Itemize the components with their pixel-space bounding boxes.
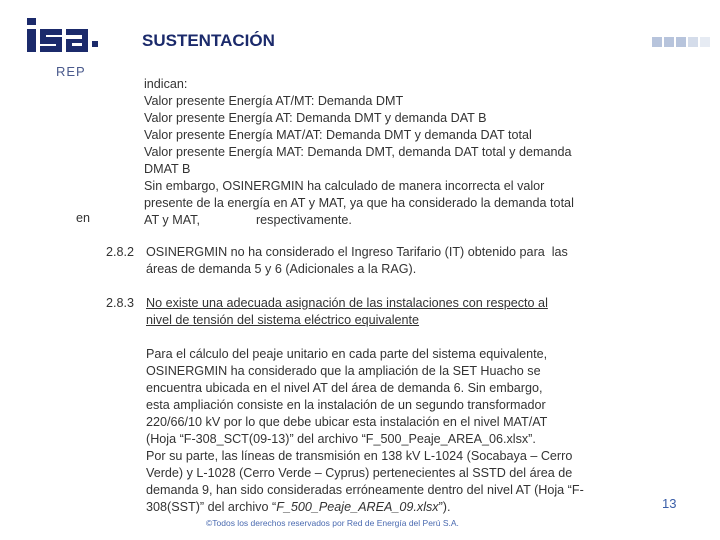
text-line: esta ampliación consiste en la instalación de un segundo transformador: [146, 398, 546, 412]
square-2: [664, 37, 674, 47]
intro-block: [144, 76, 574, 229]
page-title: SUSTENTACIÓN: [142, 31, 275, 50]
text-line: Valor presente Energía MAT: Demanda DMT, demanda DAT total y demanda: [144, 145, 572, 159]
item-number-282: 2.8.2: [106, 245, 135, 259]
file-name: F_500_Peaje_AREA_09.xlsx: [276, 500, 439, 514]
decorative-squares: [652, 37, 710, 47]
text-line: Por su parte, las líneas de transmisión en 138 kV L-1024 (Socabaya – Cerro: [146, 449, 573, 463]
item-282-text: [146, 244, 568, 278]
text-fragment: 308(SST)” del archivo “: [146, 500, 277, 514]
text-line: (Hoja “F-308_SCT(09-13)” del archivo “F_500_Peaje_AREA_06.xlsx”.: [146, 432, 536, 446]
text-line: AT y MAT, respectivamente.: [144, 213, 352, 227]
text-line: OSINERGMIN no ha considerado el Ingreso Tarifario (IT) obtenido para las: [146, 245, 568, 259]
text-line: áreas de demanda 5 y 6 (Adicionales a la RAG).: [146, 262, 417, 276]
item-number-283: 2.8.3: [106, 296, 135, 310]
text-fragment: ”).: [438, 500, 451, 514]
copyright-footer: ©Todos los derechos reservados por Red de Energía del Perú S.A.: [206, 518, 459, 528]
text-line: Para el cálculo del peaje unitario en cada parte del sistema equivalente,: [146, 347, 548, 361]
square-3: [676, 37, 686, 47]
text-line: indican:: [144, 77, 188, 91]
square-4: [688, 37, 698, 47]
text-line: demanda 9, han sido consideradas erróneamente dentro del nivel AT (Hoja “F-: [146, 483, 584, 497]
square-5: [700, 37, 710, 47]
text-line: 220/66/10 kV por lo que debe ubicar esta instalación en el nivel MAT/AT: [146, 415, 548, 429]
page-number: 13: [662, 496, 677, 511]
text-line: No existe una adecuada asignación de las instalaciones con respecto al: [146, 296, 548, 310]
text-line-last: [146, 499, 584, 516]
item-283-text: [146, 295, 548, 329]
text-line: presente de la energía en AT y MAT, ya que ha considerado la demanda total: [144, 196, 574, 210]
text-line: DMAT B: [144, 162, 191, 176]
text-line: nivel de tensión del sistema eléctrico equivalente: [146, 313, 420, 327]
text-line: Valor presente Energía AT: Demanda DMT y demanda DAT B: [144, 111, 487, 125]
text-line: OSINERGMIN ha considerado que la ampliación de la SET Huacho se: [146, 364, 541, 378]
text-line: Sin embargo, OSINERGMIN ha calculado de manera incorrecta el valor: [144, 179, 545, 193]
text-line: Valor presente Energía MAT/AT: Demanda DMT y demanda DAT total: [144, 128, 532, 142]
text-line: Valor presente Energía AT/MT: Demanda DMT: [144, 94, 404, 108]
text-line: Verde) y L-1028 (Cerro Verde – Cyprus) pertenecientes al SSTD del área de: [146, 466, 573, 480]
detail-block: [146, 346, 584, 516]
logo-subtitle: REP: [56, 64, 86, 79]
text-line: encuentra ubicada en el nivel AT del área de demanda 6. Sin embargo,: [146, 381, 543, 395]
square-1: [652, 37, 662, 47]
side-label: en: [76, 211, 91, 225]
